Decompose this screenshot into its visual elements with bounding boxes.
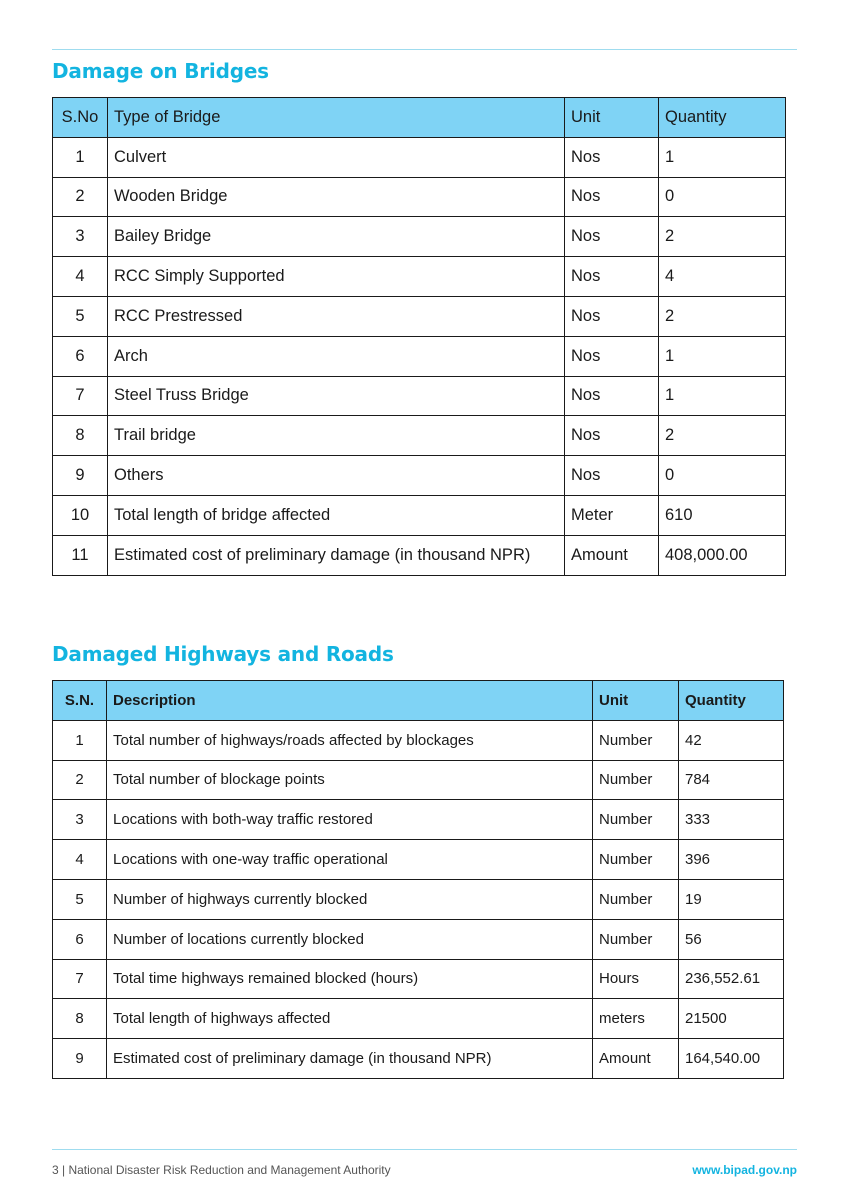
serial-cell: 2 (53, 760, 107, 800)
unit-cell: Nos (565, 376, 659, 416)
unit-cell: Nos (565, 416, 659, 456)
table-row (53, 495, 786, 535)
serial-cell: 7 (53, 376, 108, 416)
serial-cell: 3 (53, 800, 107, 840)
table-header-row (53, 681, 784, 721)
table-row (53, 840, 784, 880)
unit-cell: Number (593, 800, 679, 840)
serial-cell: 9 (53, 456, 108, 496)
description-cell: Total number of highways/roads affected by blockages (107, 720, 593, 760)
serial-cell: 3 (53, 217, 108, 257)
quantity-cell: 56 (679, 919, 784, 959)
quantity-cell: 408,000.00 (659, 535, 786, 575)
quantity-cell: 610 (659, 495, 786, 535)
quantity-cell: 396 (679, 840, 784, 880)
description-cell: Bailey Bridge (108, 217, 565, 257)
quantity-cell: 784 (679, 760, 784, 800)
description-cell: Wooden Bridge (108, 177, 565, 217)
description-cell: RCC Simply Supported (108, 257, 565, 297)
description-cell: Locations with both-way traffic restored (107, 800, 593, 840)
description-cell: Total length of highways affected (107, 999, 593, 1039)
roads-section-title: Damaged Highways and Roads (52, 642, 394, 666)
bridges-table (52, 97, 786, 576)
unit-cell: Nos (565, 257, 659, 297)
column-header: Description (107, 681, 593, 721)
quantity-cell: 19 (679, 879, 784, 919)
description-cell: Number of highways currently blocked (107, 879, 593, 919)
serial-cell: 4 (53, 840, 107, 880)
serial-cell: 7 (53, 959, 107, 999)
column-header: Unit (565, 98, 659, 138)
serial-cell: 9 (53, 1039, 107, 1079)
quantity-cell: 2 (659, 217, 786, 257)
table-row (53, 177, 786, 217)
quantity-cell: 42 (679, 720, 784, 760)
quantity-cell: 1 (659, 137, 786, 177)
quantity-cell: 1 (659, 336, 786, 376)
description-cell: Steel Truss Bridge (108, 376, 565, 416)
description-cell: RCC Prestressed (108, 296, 565, 336)
serial-cell: 6 (53, 919, 107, 959)
bottom-divider (52, 1149, 797, 1150)
description-cell: Others (108, 456, 565, 496)
description-cell: Number of locations currently blocked (107, 919, 593, 959)
table-row (53, 959, 784, 999)
unit-cell: Nos (565, 177, 659, 217)
description-cell: Total number of blockage points (107, 760, 593, 800)
column-header: Quantity (659, 98, 786, 138)
description-cell: Culvert (108, 137, 565, 177)
serial-cell: 6 (53, 336, 108, 376)
column-header: S.No (53, 98, 108, 138)
description-cell: Trail bridge (108, 416, 565, 456)
quantity-cell: 0 (659, 456, 786, 496)
quantity-cell: 0 (659, 177, 786, 217)
description-cell: Estimated cost of preliminary damage (in thousand NPR) (108, 535, 565, 575)
unit-cell: Number (593, 919, 679, 959)
table-row (53, 137, 786, 177)
table-row (53, 1039, 784, 1079)
quantity-cell: 333 (679, 800, 784, 840)
table-row (53, 999, 784, 1039)
unit-cell: Amount (565, 535, 659, 575)
table-row (53, 217, 786, 257)
quantity-cell: 2 (659, 296, 786, 336)
quantity-cell: 1 (659, 376, 786, 416)
serial-cell: 2 (53, 177, 108, 217)
table-row (53, 879, 784, 919)
serial-cell: 11 (53, 535, 108, 575)
table-row (53, 720, 784, 760)
table-row (53, 416, 786, 456)
top-divider (52, 49, 797, 50)
roads-table (52, 680, 784, 1079)
serial-cell: 8 (53, 416, 108, 456)
description-cell: Total time highways remained blocked (hours) (107, 959, 593, 999)
table-row (53, 919, 784, 959)
quantity-cell: 4 (659, 257, 786, 297)
serial-cell: 5 (53, 879, 107, 919)
table-row (53, 336, 786, 376)
column-header: S.N. (53, 681, 107, 721)
table-row (53, 376, 786, 416)
serial-cell: 1 (53, 720, 107, 760)
table-row (53, 535, 786, 575)
description-cell: Arch (108, 336, 565, 376)
column-header: Type of Bridge (108, 98, 565, 138)
column-header: Quantity (679, 681, 784, 721)
quantity-cell: 2 (659, 416, 786, 456)
quantity-cell: 21500 (679, 999, 784, 1039)
unit-cell: Nos (565, 217, 659, 257)
bridges-section-title: Damage on Bridges (52, 59, 269, 83)
table-row (53, 760, 784, 800)
unit-cell: Hours (593, 959, 679, 999)
table-row (53, 296, 786, 336)
unit-cell: Nos (565, 137, 659, 177)
table-row (53, 257, 786, 297)
unit-cell: Amount (593, 1039, 679, 1079)
unit-cell: Nos (565, 456, 659, 496)
table-row (53, 456, 786, 496)
column-header: Unit (593, 681, 679, 721)
serial-cell: 10 (53, 495, 108, 535)
quantity-cell: 164,540.00 (679, 1039, 784, 1079)
unit-cell: Meter (565, 495, 659, 535)
table-header-row (53, 98, 786, 138)
footer-website-link[interactable]: www.bipad.gov.np (692, 1163, 797, 1177)
serial-cell: 8 (53, 999, 107, 1039)
unit-cell: meters (593, 999, 679, 1039)
footer-page-label: 3 | National Disaster Risk Reduction and Management Authority (52, 1163, 391, 1177)
unit-cell: Nos (565, 296, 659, 336)
unit-cell: Nos (565, 336, 659, 376)
unit-cell: Number (593, 879, 679, 919)
description-cell: Estimated cost of preliminary damage (in thousand NPR) (107, 1039, 593, 1079)
unit-cell: Number (593, 760, 679, 800)
description-cell: Total length of bridge affected (108, 495, 565, 535)
unit-cell: Number (593, 720, 679, 760)
unit-cell: Number (593, 840, 679, 880)
table-row (53, 800, 784, 840)
quantity-cell: 236,552.61 (679, 959, 784, 999)
serial-cell: 4 (53, 257, 108, 297)
serial-cell: 1 (53, 137, 108, 177)
serial-cell: 5 (53, 296, 108, 336)
description-cell: Locations with one-way traffic operational (107, 840, 593, 880)
